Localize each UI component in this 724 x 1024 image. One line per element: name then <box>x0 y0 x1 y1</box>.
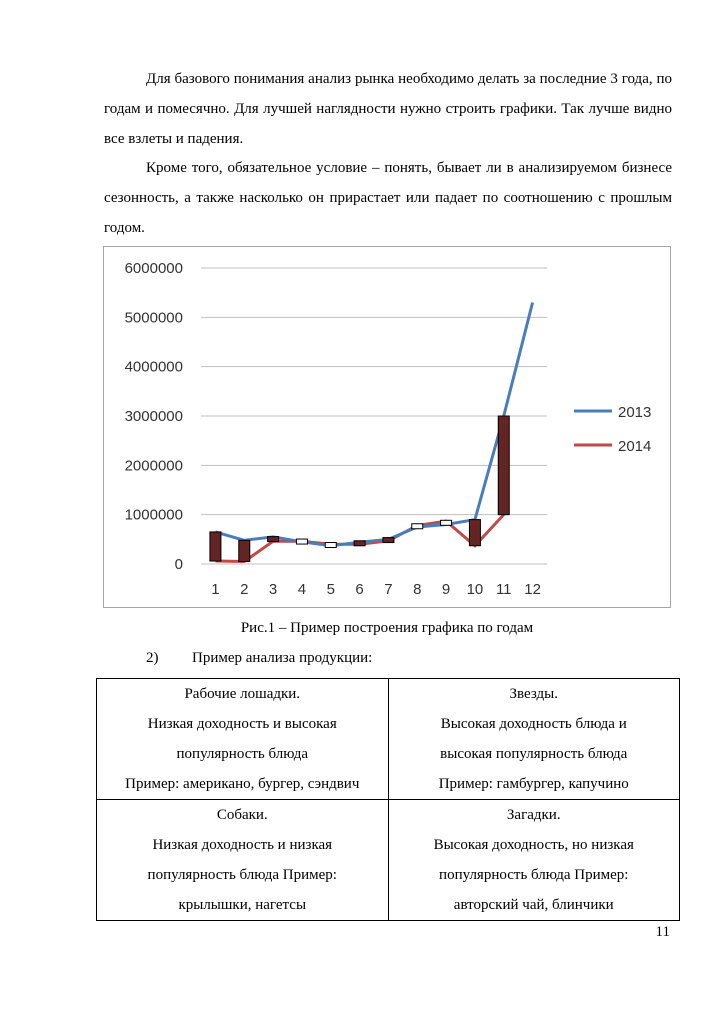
cell-line: высокая популярность блюда <box>440 746 628 762</box>
cell-line: Высокая доходность блюда и <box>440 716 627 732</box>
page-number: 11 <box>655 924 670 940</box>
cell-title: Рабочие лошадки. <box>184 686 301 702</box>
y-tick-label: 4000000 <box>124 358 183 376</box>
cell-line: Пример: американо, бургер, сэндвич <box>125 776 360 792</box>
cell-line: Низкая доходность и низкая <box>152 837 333 853</box>
up-down-bar <box>498 416 509 515</box>
table-row <box>97 800 680 921</box>
cell-line: популярность блюда Пример: <box>147 867 337 883</box>
y-tick-label: 6000000 <box>124 260 183 277</box>
x-tick-label: 12 <box>524 581 541 598</box>
line-chart <box>103 246 671 608</box>
x-tick-label: 9 <box>441 581 451 598</box>
up-down-bar <box>296 539 307 544</box>
up-down-bar <box>239 540 250 561</box>
series-line-2013 <box>215 303 532 546</box>
y-tick-label: 3000000 <box>124 408 183 425</box>
cell-line: крылышки, нагетсы <box>178 897 307 913</box>
up-down-bar <box>412 524 423 529</box>
up-down-bar <box>469 520 480 546</box>
cell-title: Собаки. <box>216 807 268 823</box>
chart-svg <box>104 247 672 609</box>
legend-label: 2014 <box>618 438 652 455</box>
cell-line: популярность блюда <box>176 746 308 762</box>
paragraph-1: Для базового понимания анализ рынка необходимо делать за последние 3 года, по годам и помесячно. Для лучшей наглядности нужно строить графики. Так лучше видно все взлеты и падения. <box>104 71 672 147</box>
up-down-bar <box>268 537 279 542</box>
up-down-bar <box>325 543 336 548</box>
up-down-bar <box>383 538 394 543</box>
x-tick-label: 11 <box>495 581 512 598</box>
x-tick-label: 10 <box>466 581 484 598</box>
paragraph-2: Кроме того, обязательное условие – понять, бывает ли в анализируемом бизнесе сезонность, а также насколько он прирастает или падает по соотношению с прошлым годом. <box>104 160 672 236</box>
matrix-cell-puzzles <box>388 800 680 921</box>
up-down-bar <box>441 520 452 525</box>
x-tick-label: 7 <box>384 581 393 598</box>
product-matrix-table <box>96 678 680 921</box>
matrix-cell-workhorses <box>97 679 389 800</box>
cell-line: Пример: гамбургер, капучино <box>438 776 629 792</box>
cell-line: авторский чай, блинчики <box>453 897 614 913</box>
x-tick-label: 6 <box>355 581 364 598</box>
cell-title: Звезды. <box>509 686 558 702</box>
y-tick-label: 5000000 <box>124 309 183 327</box>
x-tick-label: 4 <box>297 581 307 598</box>
x-tick-label: 3 <box>268 581 278 598</box>
x-tick-label: 1 <box>211 581 220 598</box>
cell-line: популярность блюда Пример: <box>439 867 629 883</box>
figure-caption: Рис.1 – Пример построения графика по годам <box>240 620 534 636</box>
cell-line: Высокая доходность, но низкая <box>433 837 634 853</box>
matrix-cell-dogs <box>97 800 389 921</box>
x-tick-label: 5 <box>326 581 335 598</box>
up-down-bar <box>210 532 221 561</box>
y-tick-label: 2000000 <box>124 457 183 475</box>
list-item-number: 2) <box>146 650 159 666</box>
up-down-bar <box>354 541 365 546</box>
cell-line: Низкая доходность и высокая <box>147 716 337 732</box>
list-item-text: Пример анализа продукции: <box>192 650 373 666</box>
legend-label: 2013 <box>618 404 652 421</box>
table-row <box>97 679 680 800</box>
list-item <box>146 650 372 667</box>
y-tick-label: 1000000 <box>124 506 183 524</box>
x-tick-label: 8 <box>413 581 422 598</box>
x-tick-label: 2 <box>240 581 249 598</box>
matrix-cell-stars <box>388 679 680 800</box>
cell-title: Загадки. <box>506 807 561 823</box>
y-tick-label: 0 <box>174 556 183 573</box>
